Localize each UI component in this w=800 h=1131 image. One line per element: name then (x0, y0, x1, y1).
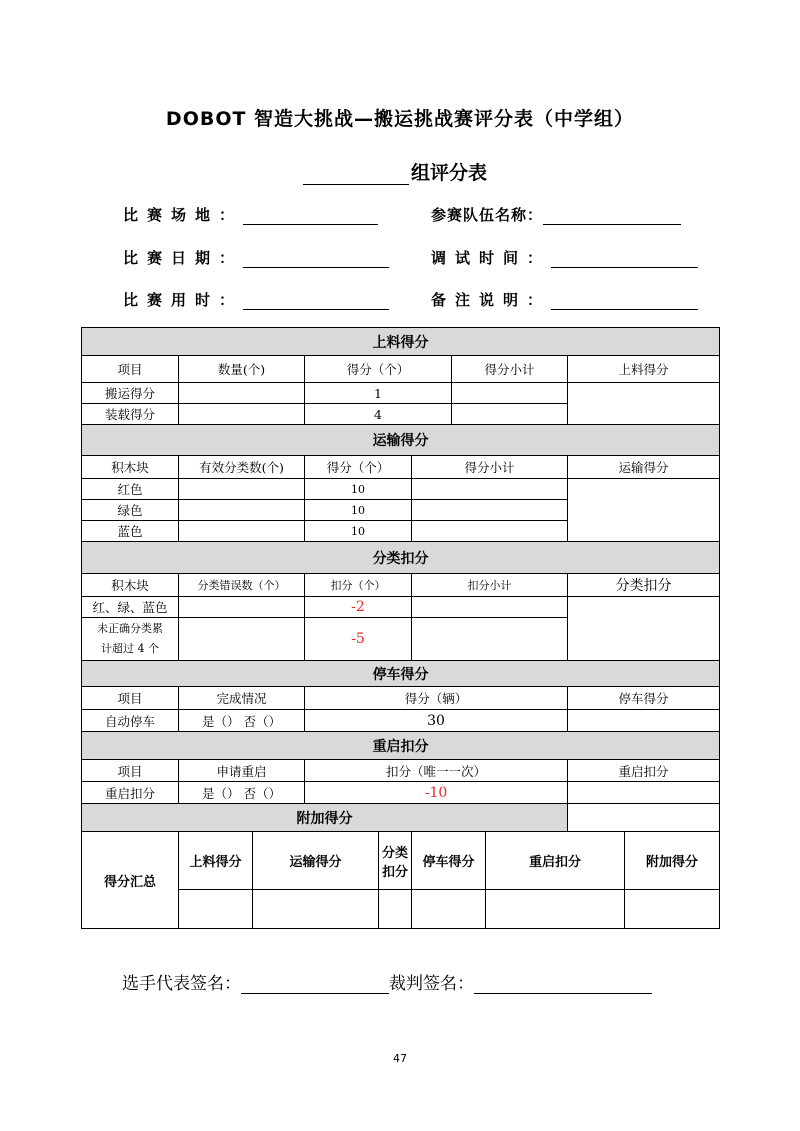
summary-header-restart: 重启扣分 (486, 832, 625, 890)
parking-row-status[interactable]: 是（） 否（） (179, 710, 305, 732)
transport-row-red-subtotal[interactable] (412, 479, 568, 500)
document-title: DOBOT 智造大挑战—搬运挑战赛评分表（中学组） (165, 108, 635, 130)
summary-header-loading: 上料得分 (179, 832, 253, 890)
loading-row-carry-qty[interactable] (179, 383, 305, 404)
restart-header-item: 项目 (82, 760, 179, 782)
team-label: 参赛队伍名称： (431, 206, 544, 224)
transport-header-count: 有效分类数(个) (179, 456, 305, 479)
debug-field (431, 247, 698, 268)
sorting-row-colors-errors[interactable] (179, 597, 305, 618)
restart-row-request[interactable]: 是（） 否（） (179, 782, 305, 804)
venue-blank[interactable] (243, 210, 378, 225)
summary-value-restart[interactable] (486, 890, 625, 929)
group-subtitle (303, 158, 487, 185)
transport-row-blue-item: 蓝色 (82, 521, 179, 542)
loading-total-cell[interactable] (568, 383, 720, 425)
transport-row-blue-count[interactable] (179, 521, 305, 542)
referee-signature-label: 裁判签名： (389, 974, 474, 994)
sorting-header-subtotal: 扣分小计 (412, 574, 568, 597)
transport-row-green-count[interactable] (179, 500, 305, 521)
summary-header-transport: 运输得分 (253, 832, 379, 890)
transport-total-cell[interactable] (568, 479, 720, 542)
restart-section-header: 重启扣分 (82, 732, 720, 760)
transport-header-score: 得分（个） (305, 456, 412, 479)
sorting-row-colors-penalty: -2 (305, 597, 412, 618)
debug-label: 调试时间： (431, 249, 552, 267)
loading-row-load-qty[interactable] (179, 404, 305, 425)
used-time-blank[interactable] (243, 295, 389, 310)
sorting-header-item: 积木块 (82, 574, 179, 597)
summary-value-sorting[interactable] (379, 890, 412, 929)
sorting-row-over-item-line1: 未正确分类累 (97, 622, 163, 635)
date-label: 比赛日期： (123, 249, 244, 267)
subtitle-text: 组评分表 (411, 162, 488, 184)
player-signature-blank[interactable] (241, 977, 389, 994)
loading-row-carry-item: 搬运得分 (82, 383, 179, 404)
restart-header-penalty: 扣分（唯一一次） (305, 760, 568, 782)
venue-label: 比赛场地： (123, 206, 244, 224)
sorting-row-colors-item: 红、绿、蓝色 (82, 597, 179, 618)
page-number: 47 (393, 1052, 407, 1065)
note-label: 备注说明： (431, 291, 552, 309)
loading-row-load-score: 4 (305, 404, 452, 425)
restart-header-request: 申请重启 (179, 760, 305, 782)
transport-row-green-subtotal[interactable] (412, 500, 568, 521)
signature-line (122, 969, 652, 994)
loading-header-score: 得分（个） (305, 356, 452, 383)
restart-header-total: 重启扣分 (568, 760, 720, 782)
parking-section-header: 停车得分 (82, 661, 720, 687)
team-blank[interactable] (543, 210, 681, 225)
group-name-blank[interactable] (303, 164, 409, 185)
venue-field (123, 204, 378, 225)
date-field (123, 247, 389, 268)
sorting-total-cell[interactable] (568, 597, 720, 661)
parking-header-item: 项目 (82, 687, 179, 710)
sorting-section-header: 分类扣分 (82, 542, 720, 574)
note-field (431, 289, 698, 310)
loading-header-qty: 数量(个) (179, 356, 305, 383)
summary-header-bonus: 附加得分 (625, 832, 720, 890)
transport-header-subtotal: 得分小计 (412, 456, 568, 479)
sorting-row-over-item-line2: 计超过 4 个 (101, 642, 159, 655)
transport-row-red-count[interactable] (179, 479, 305, 500)
debug-blank[interactable] (551, 253, 698, 268)
restart-row-item: 重启扣分 (82, 782, 179, 804)
transport-row-blue-score: 10 (305, 521, 412, 542)
sorting-row-over-penalty: -5 (305, 618, 412, 661)
summary-header-sorting: 分类扣分 (379, 832, 412, 890)
summary-label: 得分汇总 (82, 832, 179, 929)
loading-row-load-subtotal[interactable] (452, 404, 568, 425)
parking-row-item: 自动停车 (82, 710, 179, 732)
team-field (431, 204, 681, 225)
loading-section-header: 上料得分 (82, 328, 720, 356)
bonus-score-cell[interactable] (568, 804, 720, 832)
sorting-row-over-item (82, 618, 179, 661)
loading-header-total: 上料得分 (568, 356, 720, 383)
referee-signature-blank[interactable] (474, 977, 652, 994)
loading-row-load-item: 装载得分 (82, 404, 179, 425)
sorting-header-errors: 分类错误数（个） (179, 574, 305, 597)
parking-header-score: 得分（辆） (305, 687, 568, 710)
transport-row-green-score: 10 (305, 500, 412, 521)
parking-total-cell[interactable] (568, 710, 720, 732)
parking-header-status: 完成情况 (179, 687, 305, 710)
loading-header-subtotal: 得分小计 (452, 356, 568, 383)
used-time-label: 比赛用时： (123, 291, 244, 309)
parking-header-total: 停车得分 (568, 687, 720, 710)
loading-row-carry-subtotal[interactable] (452, 383, 568, 404)
date-blank[interactable] (243, 253, 389, 268)
used-time-field (123, 289, 389, 310)
transport-row-red-item: 红色 (82, 479, 179, 500)
parking-row-score: 30 (305, 710, 568, 732)
sorting-header-penalty: 扣分（个） (305, 574, 412, 597)
loading-header-item: 项目 (82, 356, 179, 383)
restart-row-penalty: -10 (305, 782, 568, 804)
sorting-row-over-errors[interactable] (179, 618, 305, 661)
transport-row-green-item: 绿色 (82, 500, 179, 521)
summary-value-parking[interactable] (412, 890, 486, 929)
score-table (81, 327, 720, 929)
bonus-section-header: 附加得分 (82, 804, 568, 832)
sorting-header-total: 分类扣分 (568, 574, 720, 597)
summary-value-transport[interactable] (253, 890, 379, 929)
summary-value-bonus[interactable] (625, 890, 720, 929)
summary-value-loading[interactable] (179, 890, 253, 929)
transport-header-item: 积木块 (82, 456, 179, 479)
transport-section-header: 运输得分 (82, 425, 720, 456)
transport-row-blue-subtotal[interactable] (412, 521, 568, 542)
summary-header-parking: 停车得分 (412, 832, 486, 890)
player-signature-label: 选手代表签名： (122, 974, 241, 994)
sorting-row-colors-subtotal[interactable] (412, 597, 568, 618)
note-blank[interactable] (551, 295, 698, 310)
restart-total-cell[interactable] (568, 782, 720, 804)
transport-header-total: 运输得分 (568, 456, 720, 479)
transport-row-red-score: 10 (305, 479, 412, 500)
loading-row-carry-score: 1 (305, 383, 452, 404)
sorting-row-over-subtotal[interactable] (412, 618, 568, 661)
